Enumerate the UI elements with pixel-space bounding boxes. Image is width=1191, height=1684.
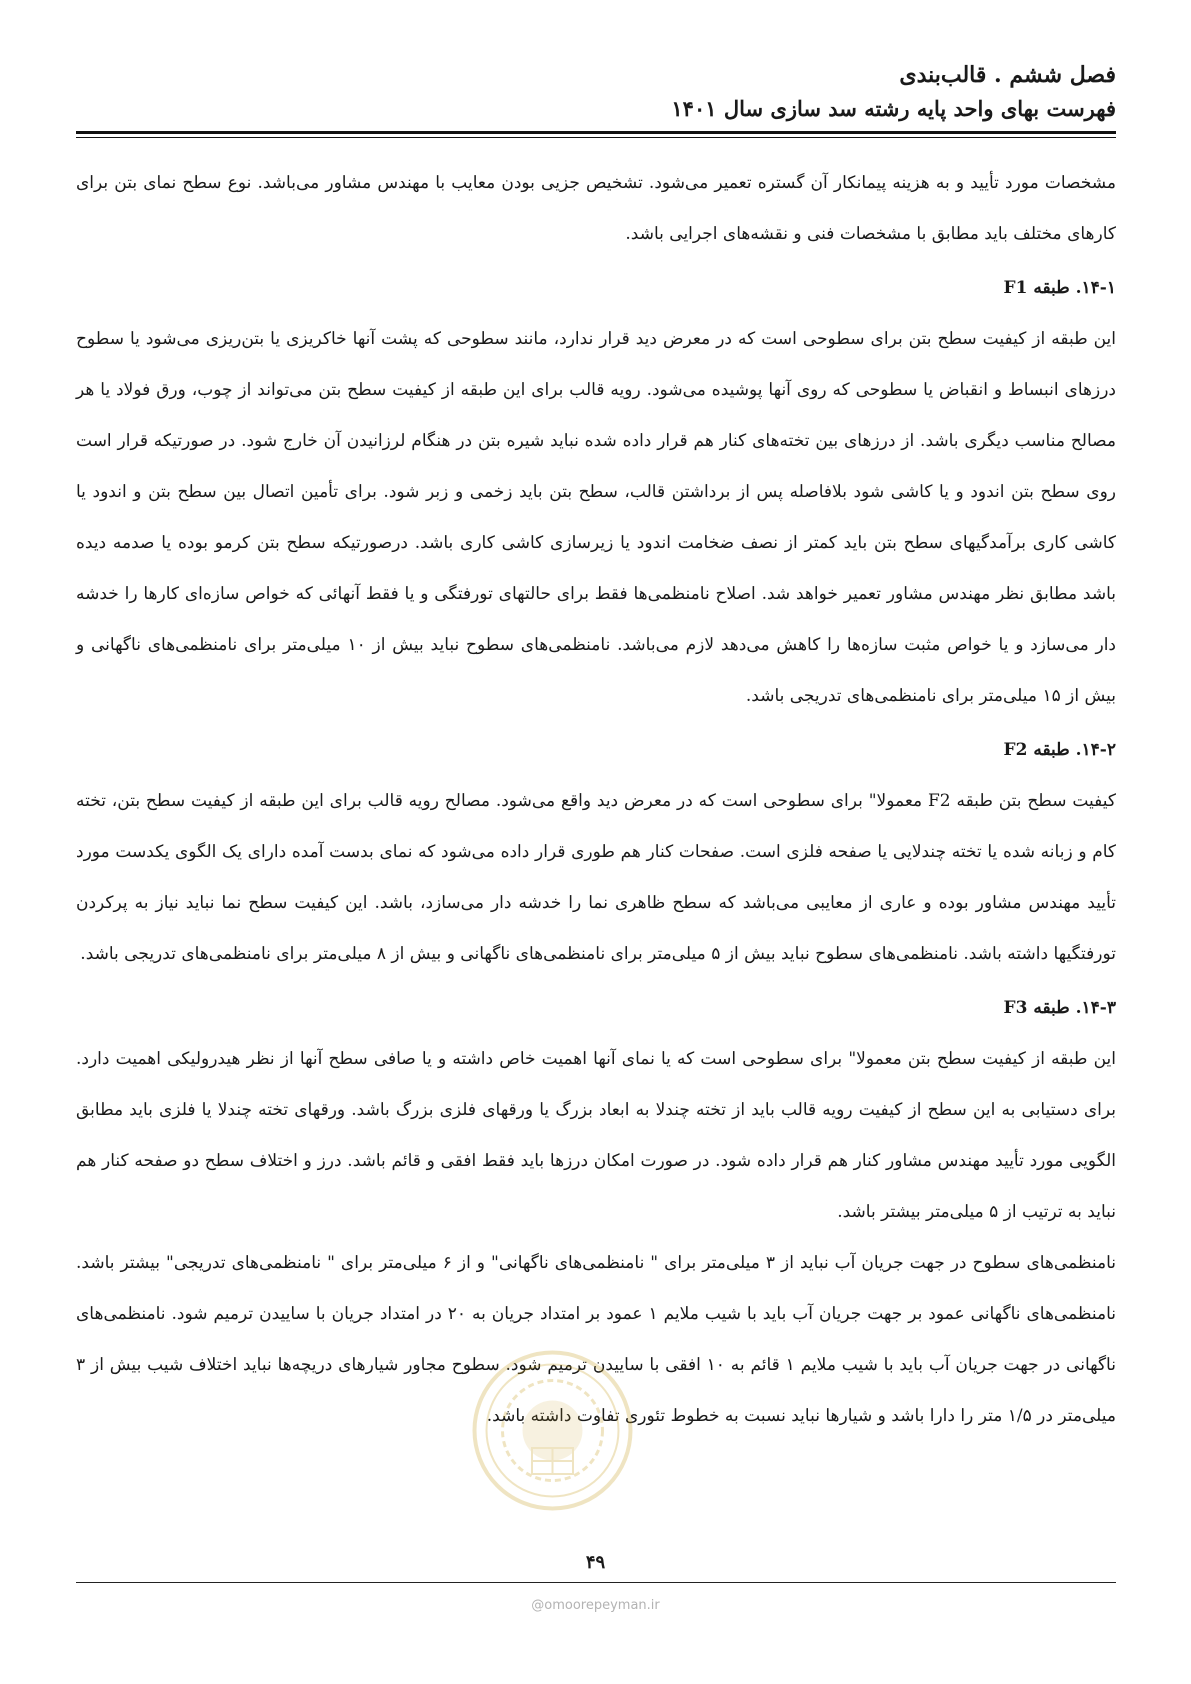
section-heading-f2: ۱۴-۲. طبقه F2 (1003, 740, 1116, 760)
section-f3-paragraph-2: نامنظمی‌های سطوح در جهت جریان آب نباید از ۳ میلی‌متر برای " نامنظمی‌های ناگهانی" و از ۶ میلی‌متر برای " نامنظمی‌های تدریجی" بیشتر باشد. نامنظمی‌های ناگهانی عمود بر جهت جریان آب باید با شیب ملایم ۱ عمود بر امتداد جریان به ۲۰ در امتداد جریان با ساییدن ترمیم شود. نامنظمی‌های ناگهانی در جهت جریان آب باید با شیب ملایم ۱ قائم به ۱۰ افقی با ساییدن ترمیم شود. سطوح مجاور شیارهای دریچه‌ها نباید اختلاف شیب بیش از ۳ میلی‌متر در ۱/۵ متر را دارا باشد و شیارها نباید نسبت به خطوط تئوری تفاوت داشته باشد. (76, 1253, 1117, 1426)
document-title: فهرست بهای واحد پایه رشته سد سازی سال ۱۴۰۱ (671, 96, 1116, 121)
chapter-title: فصل ششم . قالب‌بندی (899, 62, 1116, 88)
section-f3-paragraph-1: این طبقه از کیفیت سطح بتن معمولا" برای سطوحی است که یا نمای آنها اهمیت خاص داشته و یا صافی سطح آنها از نظر هیدرولیکی اهمیت دارد. برای دستیابی به این سطح از کیفیت رویه قالب باید از تخته چندلا به ابعاد بزرگ یا ورقهای فلزی بزرگ باشد. ورقهای تخته چندلا یا فلزی باید مطابق الگویی مورد تأیید مهندس مشاور کنار هم قرار داده شود. در صورت امکان درزها باید فقط افقی و قائم باشد. درز و اختلاف سطح دو صفحه کنار هم نباید به ترتیب از ۵ میلی‌متر بیشتر باشد. (76, 1049, 1116, 1222)
section-f1-paragraph: این طبقه از کیفیت سطح بتن برای سطوحی است که در معرض دید قرار ندارد، مانند سطوحی که پشت آنها خاکریزی یا بتن‌ریزی می‌شود یا سطوح درزهای انبساط و انقباض یا سطوحی که روی آنها پوشیده می‌شود. رویه قالب برای این طبقه از کیفیت سطح بتن می‌تواند از چوب، ورق فولاد یا هر مصالح مناسب دیگری باشد. از درزهای بین تخته‌های کنار هم قرار داده شده نباید شیره بتن در هنگام لرزانیدن آن خارج شود. در صورتیکه قرار است روی سطح بتن اندود و یا کاشی شود بلافاصله پس از برداشتن قالب، سطح بتن باید زخمی و زبر شود. برای تأمین اتصال بین سطح بتن و اندود یا کاشی کاری برآمدگیهای سطح بتن باید کمتر از نصف ضخامت اندود یا زیرسازی کاشی کاری باشد. درصورتیکه سطح بتن کرمو بوده یا صدمه دیده باشد مطابق نظر مهندس مشاور تعمیر خواهد شد. اصلاح نامنظمی‌ها فقط برای حالتهای تورفتگی و یا فقط آنهائی که خواص سازه‌ای کارها را خدشه دار می‌سازد و یا خواص مثبت سازه‌ها را کاهش می‌دهد لازم می‌باشد. نامنظمی‌های سطوح نباید بیش از ۱۰ میلی‌متر برای نامنظمی‌های ناگهانی و بیش از ۱۵ میلی‌متر برای نامنظمی‌های تدریجی باشد. (76, 329, 1116, 706)
section-f2-paragraph: کیفیت سطح بتن طبقه F2 معمولا" برای سطوحی است که در معرض دید واقع می‌شود. مصالح رویه قالب برای این طبقه از کیفیت سطح بتن، تخته کام و زبانه شده یا تخته چندلایی یا صفحه فلزی است. صفحات کنار هم طوری قرار داده می‌شود که نمای بدست آمده دارای یک الگوی یکدست مورد تأیید مهندس مشاور بوده و عاری از معایبی می‌باشد که سطح ظاهری نما را خدشه دار می‌سازد، باشد. این کیفیت سطح نما نباید نیاز به پرکردن تورفتگیها داشته باشد. نامنظمی‌های سطوح نباید بیش از ۵ میلی‌متر برای نامنظمی‌های ناگهانی و بیش از ۸ میلی‌متر برای نامنظمی‌های تدریجی باشد. (76, 791, 1116, 964)
page-header (76, 58, 1116, 126)
section-heading-f3: ۱۴-۳. طبقه F3 (1003, 998, 1116, 1018)
footer-website: @omoorepeyman.ir (531, 1598, 660, 1613)
header-rule-thin (76, 137, 1116, 138)
seal-emblem-icon (470, 1348, 635, 1513)
page-number: ۴۹ (585, 1552, 606, 1573)
header-rule-thick (76, 131, 1116, 134)
body-content (76, 158, 1116, 1442)
intro-paragraph: مشخصات مورد تأیید و به هزینه پیمانکار آن گستره تعمیر می‌شود. تشخیص جزیی بودن معایب با مهندس مشاور می‌باشد. نوع سطح نمای بتن برای کارهای مختلف باید مطابق با مشخصات فنی و نقشه‌های اجرایی باشد. (76, 173, 1116, 244)
footer-rule (76, 1582, 1116, 1583)
section-heading-f1: ۱۴-۱. طبقه F1 (1003, 278, 1116, 298)
